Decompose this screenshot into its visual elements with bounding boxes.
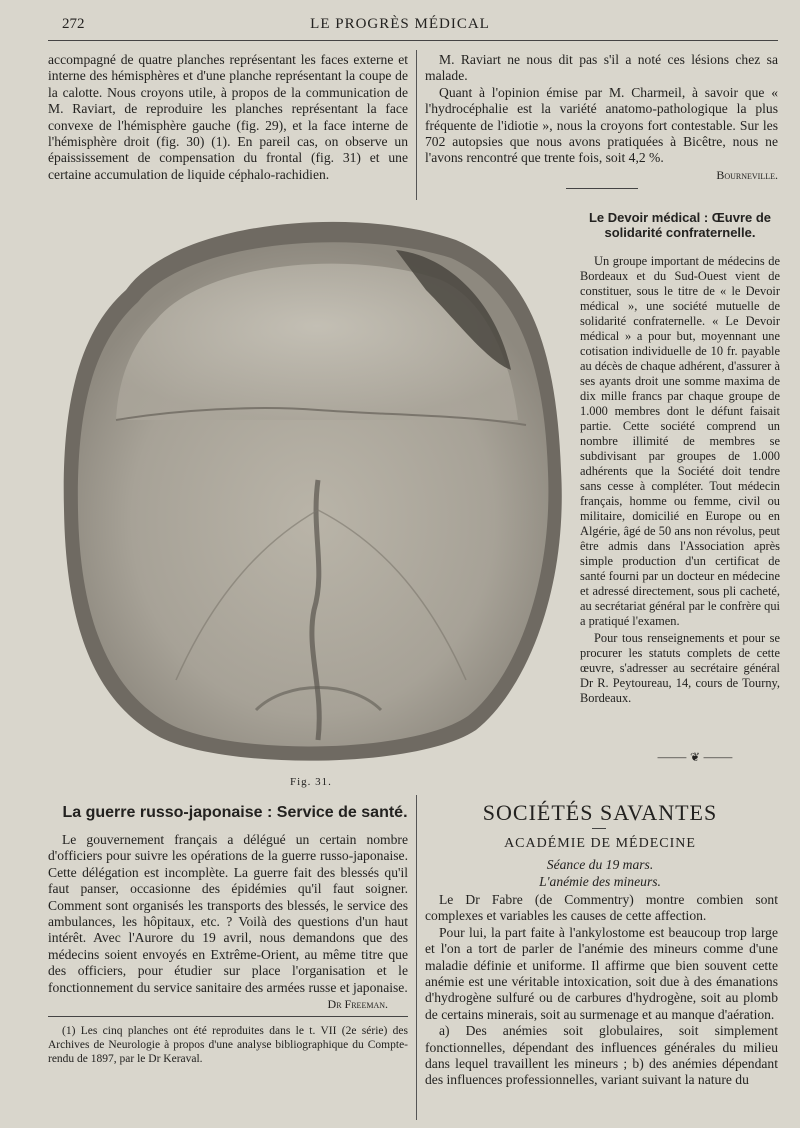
left-top-paragraph: accompagné de quatre planches représentant les faces externe et interne des hémisphères et d'une planche représentant la coupe de la calotte. Nous croyons utile, à propos de la communication de M. Raviart, de reproduire les planches représentant la face convexe de l'hémisphère gauche (fig. 29), et la face interne de l'hémisphère droit (fig. 30) (1). En pareil cas, on observe un épaississement de compensation du frontal (fig. 31) et une certaine accumulation de liquide céphalo-rachidien.	[48, 52, 408, 182]
left-top-text	[48, 52, 408, 183]
academy-heading: ACADÉMIE DE MÉDECINE	[504, 836, 696, 851]
societes-paragraph-3: a) Des anémies soit globulaires, soit simplement fonctionnelles, dépendant des influences générales du milieu dans lequel travaillent les mineurs ; b) des anémies dépendant des influences professionnelles, variant suivant la nature du	[425, 1023, 778, 1088]
section-rule	[566, 188, 638, 189]
ornament-divider: ⸻ ❦ ⸻	[657, 750, 733, 764]
devoir-title-line-1: Le Devoir médical : Œuvre de	[588, 210, 772, 225]
devoir-title-line-2: solidarité confraternelle.	[604, 225, 756, 240]
footnote-rule	[48, 1016, 408, 1017]
devoir-paragraph-1: Un groupe important de médecins de Bordeaux et du Sud-Ouest vient de constituer, sous le titre de « le Devoir médical », une société mutuelle de solidarité confraternelle. « Le Devoir médical » a pour but, moyennant une cotisation individuelle de 10 fr. payable au décès de chaque adhérent, d'assurer à ses ayants droit une somme maxima de dix mille francs par chaque groupe de 1.000 membres dont le défunt faisait partie. Cette société comprend un nombre illimité de membres se subdivisant par groupes de 1.000 adhérents que la Société doit tendre sans cesse à compléter. Tout médecin français, homme ou femme, civil ou militaire, domicilié en Europe ou en Algérie, âgé de 50 ans non révolus, peut être admis dans l'Association après simple production d'un certificat de santé fourni par un docteur en médecine et adressé directement, sous pli cacheté, au secrétariat général par le confrère qui a pratiqué l'examen.	[580, 254, 780, 628]
footnote: (1) Les cinq planches ont été reproduites dans le t. VII (2e série) des Archives de Neurologie à propos d'une analyse bibliographique du Compte-rendu de 1897, par le Dr Keraval.	[48, 1025, 408, 1065]
figure-caption: Fig. 31.	[290, 776, 332, 788]
signature-bourneville: Bourneville.	[716, 167, 778, 182]
guerre-title: La guerre russo-japonaise : Service de santé.	[62, 804, 408, 821]
seance-date: Séance du 19 mars.	[546, 857, 654, 872]
header-rule	[48, 40, 778, 41]
devoir-medical-section	[580, 210, 780, 706]
societes-title: SOCIÉTÉS SAVANTES	[482, 800, 718, 825]
devoir-paragraph-2: Pour tous renseignements et pour se procurer les statuts complets de cette œuvre, s'adresser au secrétaire général Dr R. Peytoureau, 14, cours de Tourny, Bordeaux.	[580, 631, 780, 705]
column-divider-bottom	[416, 795, 417, 1120]
seance-heading	[425, 856, 775, 890]
guerre-body	[48, 832, 408, 1012]
right-top-paragraph-2: Quant à l'opinion émise par M. Charmeil, à savoir que « l'hydrocéphalie est la variété anatomo-pathologique la plus fréquente de l'idiotie », nous la croyons fort contestable. Sur les 702 autopsies que nous avons pratiquées à Bicêtre, nous ne l'avons rencontré que trente fois, soit 4,2 %.	[425, 84, 778, 166]
column-divider-top	[416, 50, 417, 200]
right-top-paragraph-1: M. Raviart ne nous dit pas s'il a noté ces lésions chez sa malade.	[425, 52, 778, 84]
societes-paragraph-1: Le Dr Fabre (de Commentry) montre combien sont complexes et variables les causes de cette affection.	[425, 892, 778, 924]
devoir-body	[580, 254, 780, 706]
journal-title: LE PROGRÈS MÉDICAL	[310, 16, 490, 32]
guerre-paragraph: Le gouvernement français a délégué un certain nombre d'officiers pour suivre les opérations de la guerre russo-japonaise. Cette délégation est incomplète. La guerre fait des blessés qu'il faut panser, occasionne des épidémies qu'il faut soigner. Comment sont organisés les transports des blessés, le service des ambulances, les hôpitaux, etc. ? Voilà des questions d'un haut intérêt. Avec l'Aurore du 19 avril, nous demandons que des médecins soient envoyés en Extrême-Orient, au même titre que des officiers, pour étudier sur place l'organisation et le fonctionnement du service sanitaire des armées russe et japonaise.	[48, 832, 408, 995]
right-top-text	[425, 52, 778, 183]
skull-figure	[56, 210, 576, 770]
seance-topic: L'anémie des mineurs.	[539, 874, 661, 889]
skull-illustration	[56, 210, 576, 770]
societes-paragraph-2: Pour lui, la part faite à l'ankylostome est beaucoup trop large et l'on a tort de parler de l'anémie des mineurs comme d'une maladie définie et uniforme. Il affirme que bien souvent cette anémie est une véritable intoxication, soit due à des émanations d'hydrogène sulfuré ou de carbures d'hydrogène, soit au plomb de certains minerais, soit au surmenage et au manque d'aération.	[425, 924, 778, 1022]
signature-freeman: Dr Freeman.	[327, 997, 388, 1012]
page-number: 272	[62, 16, 85, 32]
societes-body	[425, 892, 778, 1089]
societes-title-rule	[592, 828, 606, 829]
